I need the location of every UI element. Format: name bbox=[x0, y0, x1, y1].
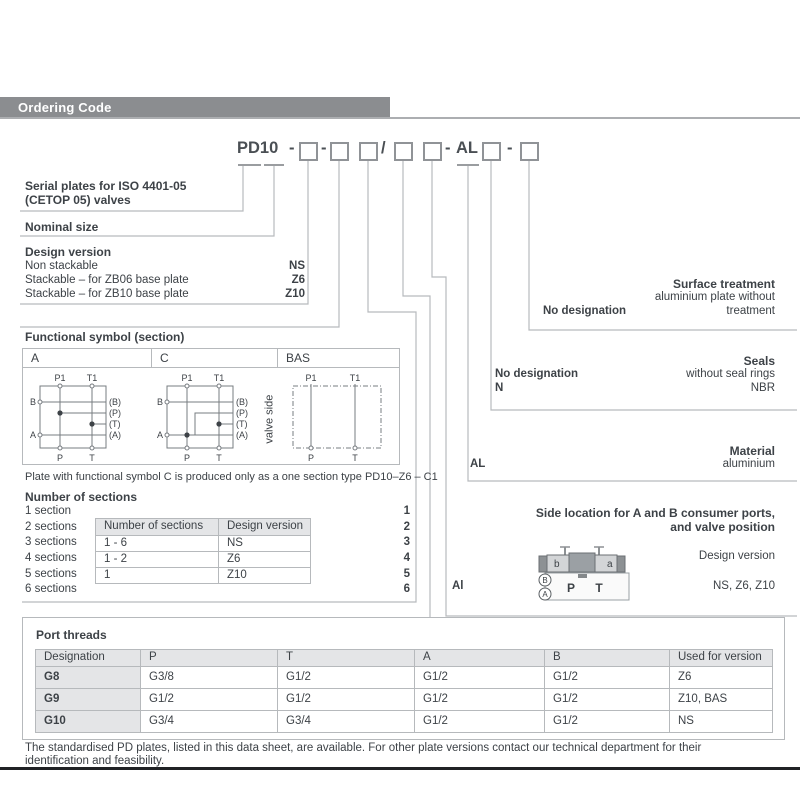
seals-row bbox=[495, 368, 775, 382]
designation-cell: G9 bbox=[36, 689, 141, 711]
table-row bbox=[36, 667, 773, 689]
port-label: T bbox=[89, 453, 95, 463]
code-box-port-threads bbox=[394, 142, 413, 161]
code-dash-1: - bbox=[289, 139, 295, 157]
table-cell: G1/2 bbox=[545, 667, 670, 689]
table-cell: NS bbox=[219, 536, 311, 552]
code-box-seals bbox=[482, 142, 501, 161]
design-version-label: Stackable – for ZB10 base plate bbox=[25, 288, 189, 300]
table-cell: Z6 bbox=[670, 667, 773, 689]
sections-code: 1 bbox=[403, 505, 410, 517]
valve-side-label: valve side bbox=[263, 394, 276, 444]
functional-symbol-header-row bbox=[22, 348, 400, 368]
code-box-side-location bbox=[423, 142, 442, 161]
seals-row bbox=[495, 382, 775, 396]
footer-note-line1: The standardised PD plates, listed in this data sheet, are available. For other plate versions contact our technical department for their bbox=[25, 742, 702, 754]
sections-label: 5 sections bbox=[25, 567, 77, 580]
symbol-c-diagram bbox=[155, 372, 273, 464]
valve-illustration bbox=[527, 543, 645, 607]
surface-treatment-desc2: treatment bbox=[726, 305, 775, 317]
design-version-code: Z10 bbox=[285, 288, 305, 300]
surface-treatment-title: Surface treatment bbox=[672, 277, 775, 291]
column-header: A bbox=[415, 650, 545, 667]
port-label: (B) bbox=[236, 397, 248, 407]
table-row bbox=[36, 711, 773, 733]
port-label: (T) bbox=[236, 419, 248, 429]
surface-treatment-block bbox=[543, 277, 775, 319]
port-label: A bbox=[30, 430, 37, 440]
surface-treatment-row bbox=[543, 305, 775, 319]
port-a-label: A bbox=[542, 590, 548, 599]
port-label: T1 bbox=[213, 373, 225, 383]
seals-code: N bbox=[495, 382, 504, 394]
design-version-label: Stackable – for ZB06 base plate bbox=[25, 274, 189, 286]
solenoid-a bbox=[595, 555, 617, 572]
port-label: (A) bbox=[236, 430, 248, 440]
symbol-bas-diagram bbox=[285, 372, 397, 464]
port-threads-table bbox=[35, 649, 773, 733]
sections-label: 4 sections bbox=[25, 552, 77, 565]
surface-treatment-code: No designation bbox=[543, 305, 627, 317]
column-header: Number of sections bbox=[96, 519, 219, 536]
column-header: Design version bbox=[219, 519, 311, 536]
sections-code: 4 bbox=[403, 552, 410, 565]
column-header: Designation bbox=[36, 650, 141, 667]
port-label: (P) bbox=[236, 408, 248, 418]
material-row bbox=[470, 458, 775, 472]
table-cell: G1/2 bbox=[545, 711, 670, 733]
seals-code: No designation bbox=[495, 368, 579, 380]
side-location-block bbox=[448, 506, 775, 534]
sections-label: 2 sections bbox=[25, 520, 77, 533]
solenoid-a-label: a bbox=[607, 559, 613, 570]
junction-dot bbox=[216, 421, 221, 426]
valve-body bbox=[569, 553, 595, 572]
code-prefix-pd: PD10 bbox=[237, 139, 279, 157]
port-label: P bbox=[183, 453, 191, 463]
surface-treatment-desc: aluminium plate without bbox=[654, 291, 775, 303]
column-header: T bbox=[278, 650, 415, 667]
table-cell: G1/2 bbox=[415, 711, 545, 733]
designation-cell: G8 bbox=[36, 667, 141, 689]
port-label: (A) bbox=[109, 430, 121, 440]
nominal-size-label: Nominal size bbox=[25, 220, 99, 234]
footer-note-line2: identification and feasibility. bbox=[25, 755, 165, 767]
table-cell: G1/2 bbox=[415, 667, 545, 689]
leader-material bbox=[468, 166, 797, 481]
code-box-surface-treatment bbox=[520, 142, 539, 161]
valve-tag bbox=[578, 574, 587, 578]
port-label: P bbox=[56, 453, 64, 463]
code-slash: / bbox=[381, 139, 386, 157]
code-dash-3: - bbox=[445, 139, 451, 157]
port-label: P bbox=[307, 453, 315, 463]
table-cell: G1/2 bbox=[545, 689, 670, 711]
port-b-label: B bbox=[542, 576, 548, 585]
table-cell: 1 - 6 bbox=[96, 536, 219, 552]
material-code: AL bbox=[470, 458, 486, 470]
symbol-column-bas: BAS bbox=[277, 349, 399, 367]
table-cell: Z10 bbox=[219, 568, 311, 584]
junction-dot bbox=[184, 432, 189, 437]
table-cell: G1/2 bbox=[278, 689, 415, 711]
design-version-code: Z6 bbox=[291, 274, 305, 286]
table-cell: G1/2 bbox=[141, 689, 278, 711]
design-version-row bbox=[25, 288, 305, 302]
table-row bbox=[36, 689, 773, 711]
sections-code: 5 bbox=[403, 567, 410, 580]
seals-title: Seals bbox=[743, 354, 775, 368]
port-label: B bbox=[157, 397, 164, 407]
material-desc: aluminium bbox=[722, 458, 775, 470]
junction-dot bbox=[89, 421, 94, 426]
table-cell: NS bbox=[670, 711, 773, 733]
seals-desc: without seal rings bbox=[686, 368, 775, 380]
side-location-title-line2: and valve position bbox=[670, 520, 775, 534]
table-cell: G3/8 bbox=[141, 667, 278, 689]
symbol-column-c: C bbox=[151, 349, 277, 367]
port-label: P1 bbox=[54, 373, 66, 383]
table-cell: Z10, BAS bbox=[670, 689, 773, 711]
sections-label: 6 sections bbox=[25, 583, 77, 596]
designation-cell: G10 bbox=[36, 711, 141, 733]
sections-label: 1 section bbox=[25, 505, 72, 517]
side-location-versions: NS, Z6, Z10 bbox=[713, 580, 775, 592]
plate-t-label: T bbox=[595, 581, 603, 595]
column-header: B bbox=[545, 650, 670, 667]
sections-item bbox=[25, 583, 410, 599]
table-cell: Z6 bbox=[219, 552, 311, 568]
port-label: T1 bbox=[349, 373, 361, 383]
table-cell: G3/4 bbox=[278, 711, 415, 733]
table-cell: G3/4 bbox=[141, 711, 278, 733]
section-title: Ordering Code bbox=[18, 100, 112, 115]
design-version-code: NS bbox=[289, 260, 305, 272]
port-threads-title: Port threads bbox=[36, 628, 107, 642]
sections-version-table bbox=[95, 518, 311, 584]
code-al: AL bbox=[456, 139, 478, 157]
seals-desc: NBR bbox=[750, 382, 775, 394]
functional-symbol-title: Functional symbol (section) bbox=[25, 330, 185, 344]
code-underline-pd bbox=[238, 164, 261, 166]
code-box-functional-symbol bbox=[330, 142, 349, 161]
code-box-design-version bbox=[299, 142, 318, 161]
port-label: P1 bbox=[181, 373, 193, 383]
code-dash-2: - bbox=[321, 139, 327, 157]
table-cell: G1/2 bbox=[415, 689, 545, 711]
table-cell: 1 bbox=[96, 568, 219, 584]
port-label: (B) bbox=[109, 397, 121, 407]
sections-code: 6 bbox=[403, 583, 410, 596]
code-box-sections bbox=[359, 142, 378, 161]
design-version-row bbox=[25, 274, 305, 288]
side-location-code: Al bbox=[452, 580, 464, 592]
plate-p-label: P bbox=[566, 581, 576, 595]
solenoid-b-label: b bbox=[554, 559, 560, 570]
port-label: B bbox=[30, 397, 37, 407]
seals-block bbox=[495, 354, 775, 396]
junction-dot bbox=[57, 410, 62, 415]
material-title: Material bbox=[729, 444, 775, 458]
sections-label: 3 sections bbox=[25, 536, 77, 549]
port-label: T bbox=[352, 453, 358, 463]
table-cell: G1/2 bbox=[278, 667, 415, 689]
symbol-a-diagram bbox=[28, 372, 146, 464]
material-block bbox=[470, 444, 775, 472]
table-cell: 1 - 2 bbox=[96, 552, 219, 568]
column-header: Used for version bbox=[670, 650, 773, 667]
side-location-design-version-label: Design version bbox=[698, 550, 775, 562]
port-label: P1 bbox=[305, 373, 317, 383]
solenoid-end-cap bbox=[539, 556, 547, 572]
page-bottom-rule bbox=[0, 767, 800, 770]
number-of-sections-title: Number of sections bbox=[25, 490, 138, 504]
serial-plates-line1: Serial plates for ISO 4401-05 bbox=[25, 179, 187, 193]
port-label: A bbox=[157, 430, 164, 440]
port-label: T bbox=[216, 453, 222, 463]
sections-code: 3 bbox=[403, 536, 410, 549]
design-version-title: Design version bbox=[25, 245, 112, 259]
functional-symbol-caption: Plate with functional symbol C is produced only as a one section type PD10–Z6 – C1 bbox=[25, 471, 438, 483]
sections-code: 2 bbox=[403, 520, 410, 533]
column-header: P bbox=[141, 650, 278, 667]
design-version-row bbox=[25, 260, 305, 274]
design-version-label: Non stackable bbox=[25, 260, 98, 272]
port-label: T1 bbox=[86, 373, 98, 383]
code-underline-al bbox=[457, 164, 479, 166]
port-label: (T) bbox=[109, 419, 121, 429]
port-label: (P) bbox=[109, 408, 121, 418]
serial-plates-line2: (CETOP 05) valves bbox=[25, 193, 131, 207]
side-location-title-line1: Side location for A and B consumer ports, bbox=[535, 506, 775, 520]
solenoid-end-cap bbox=[617, 556, 625, 572]
code-underline-10 bbox=[264, 164, 284, 166]
symbol-column-a: A bbox=[31, 351, 40, 365]
code-dash-4: - bbox=[507, 139, 513, 157]
